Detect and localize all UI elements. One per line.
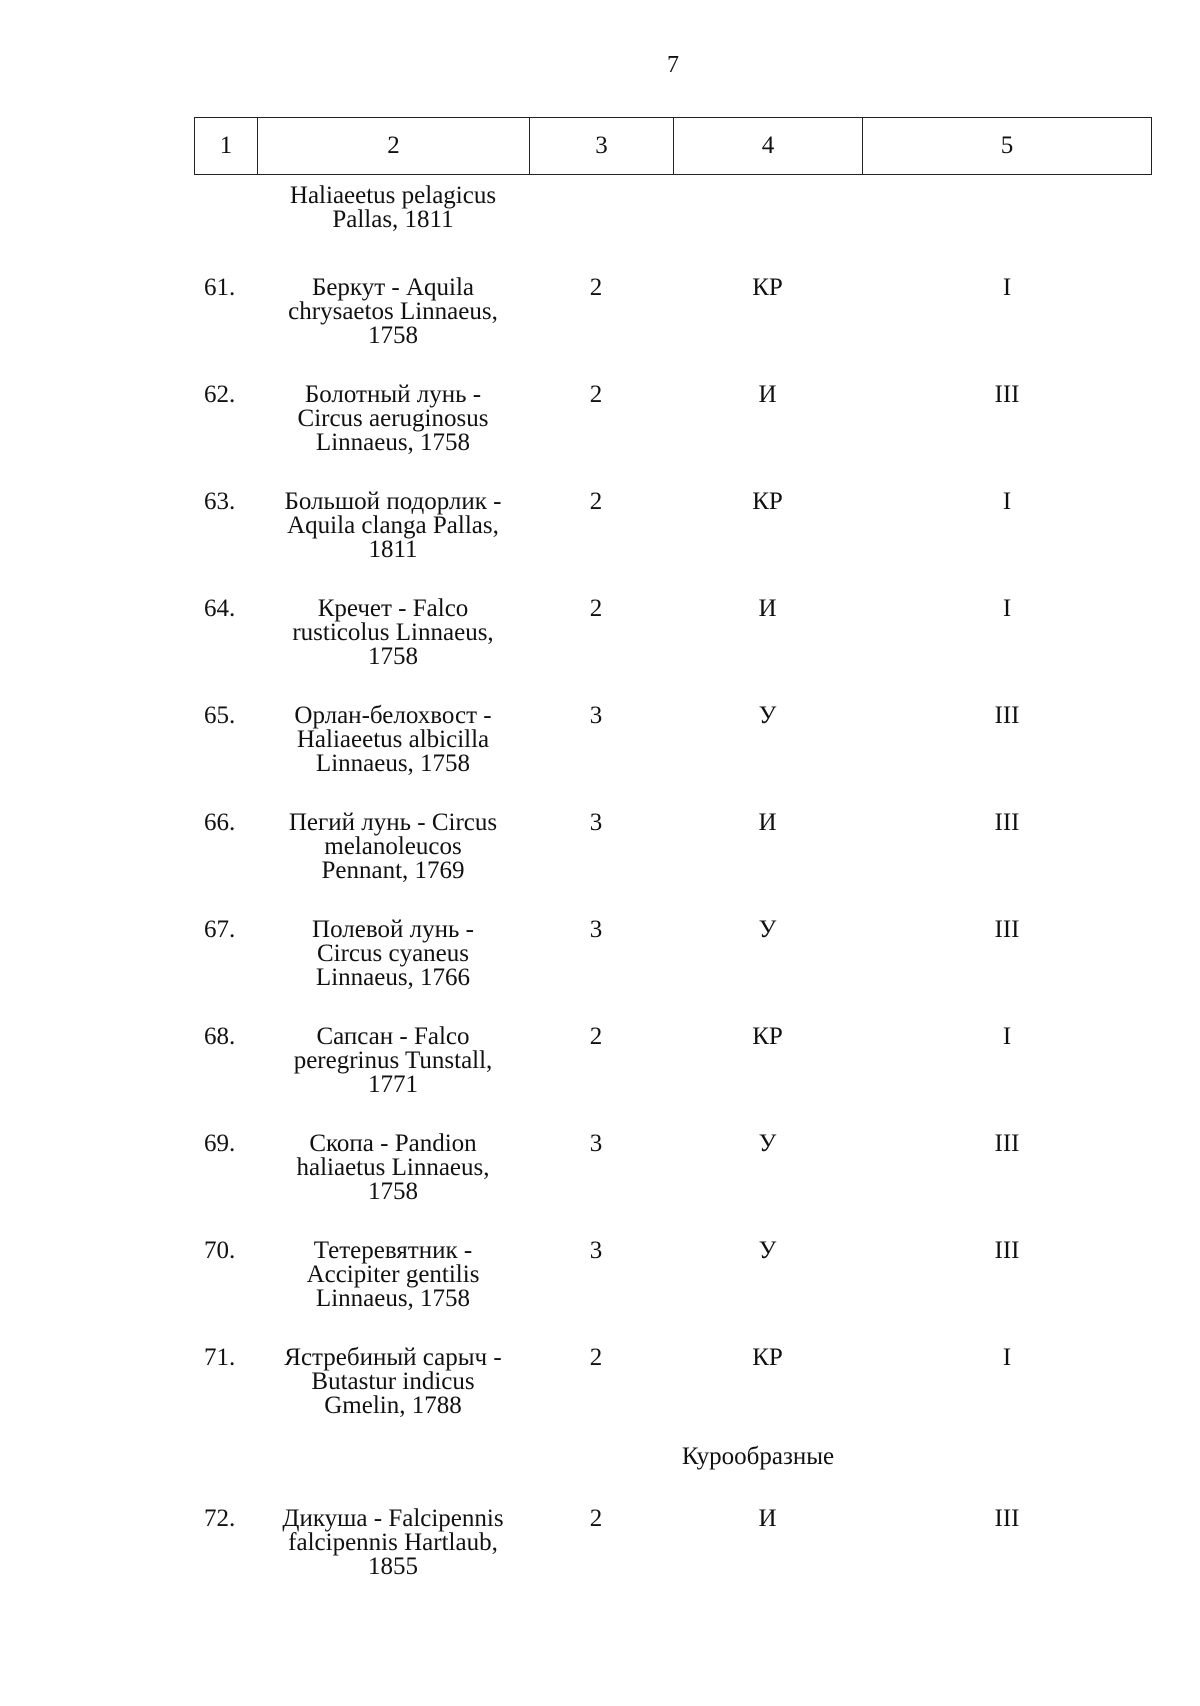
species-table-body [194, 180, 1152, 1602]
species-name-line: Linnaeus, 1758 [315, 750, 471, 777]
table-row [194, 1227, 1152, 1334]
row-number: 71. [204, 1344, 236, 1371]
row-number: 63. [204, 488, 236, 515]
class-value: III [994, 1130, 1020, 1157]
species-name [257, 1120, 529, 1227]
class-value: I [1002, 274, 1012, 301]
row-number: 65. [204, 702, 236, 729]
column-header-5: 5 [1000, 132, 1014, 159]
status-value: КР [752, 274, 783, 301]
species-name-line: Скопа - Pandion [309, 1130, 477, 1157]
category-value: 3 [589, 1237, 603, 1264]
species-name-line: Pennant, 1769 [321, 857, 465, 884]
row-number: 70. [204, 1237, 236, 1264]
category-value: 2 [589, 595, 603, 622]
species-name-line: peregrinus Tunstall, [293, 1047, 493, 1074]
column-header-4: 4 [674, 118, 863, 174]
species-name-line: Сапсан - Falco [316, 1023, 470, 1050]
species-name-line: Беркут - Aquila [311, 274, 475, 301]
category-value: 2 [589, 274, 603, 301]
class-value: III [994, 702, 1020, 729]
species-name-line: 1771 [368, 1071, 418, 1098]
category-value: 2 [589, 1023, 603, 1050]
status-value: КР [752, 1344, 783, 1371]
species-name-line: Accipiter gentilis [306, 1261, 480, 1288]
status-value: И [758, 809, 777, 836]
status-value: У [758, 702, 777, 729]
species-name-line: Aquila clanga Pallas, [287, 512, 499, 539]
species-name-line: Linnaeus, 1758 [315, 1285, 471, 1312]
table-row [194, 371, 1152, 478]
species-name [257, 371, 529, 478]
class-value: I [1002, 1023, 1012, 1050]
class-value: III [994, 809, 1020, 836]
species-name-line: melanoleucos [324, 833, 462, 860]
species-name [257, 692, 529, 799]
column-header-2: 2 [258, 118, 530, 174]
table-row [194, 1495, 1152, 1602]
species-name-line: Кречет - Falco [317, 595, 469, 622]
species-name-line: Linnaeus, 1758 [315, 429, 471, 456]
species-name-line: rusticolus Linnaeus, [292, 619, 494, 646]
table-header [194, 117, 1152, 175]
species-name-line: Haliaeetus pelagicus [289, 182, 497, 209]
species-name-line: Болотный лунь - [304, 381, 482, 408]
table-row [194, 799, 1152, 906]
status-value: У [758, 916, 777, 943]
status-value: И [758, 595, 777, 622]
class-value: III [994, 1237, 1020, 1264]
species-name [257, 906, 529, 1013]
species-name-line: Орлан-белохвост - [294, 702, 492, 729]
species-name-line: Circus cyaneus [316, 940, 470, 967]
species-name-line: 1855 [368, 1553, 418, 1580]
row-number: 64. [204, 595, 236, 622]
category-value: 3 [589, 916, 603, 943]
species-name-line: Butastur indicus [311, 1368, 475, 1395]
table-row [194, 1013, 1152, 1120]
table-row [194, 1334, 1152, 1441]
status-value: У [758, 1130, 777, 1157]
table-row [194, 585, 1152, 692]
row-number: 68. [204, 1023, 236, 1050]
class-value: I [1002, 595, 1012, 622]
table-row [194, 478, 1152, 585]
row-number: 67. [204, 916, 236, 943]
species-name-line: Большой подорлик - [284, 488, 502, 515]
category-value: 3 [589, 1130, 603, 1157]
species-name-line: 1758 [368, 1178, 418, 1205]
category-value: 3 [589, 702, 603, 729]
row-number [194, 180, 257, 264]
species-name [257, 264, 529, 371]
species-name-line: Ястребиный сарыч - [284, 1344, 502, 1371]
row-number: 72. [204, 1505, 236, 1532]
category-value: 3 [589, 809, 603, 836]
species-name-line: Пегий лунь - Circus [288, 809, 498, 836]
status-value: КР [752, 488, 783, 515]
species-name-line: chrysaetos Linnaeus, [288, 298, 498, 325]
species-name [257, 1495, 529, 1602]
class-value: I [1002, 1344, 1012, 1371]
table-row [194, 906, 1152, 1013]
column-header-1: 1 [195, 118, 258, 174]
table-row [194, 692, 1152, 799]
row-number: 62. [204, 381, 236, 408]
section-heading: Курообразные [681, 1443, 835, 1470]
species-name-line: Дикуша - Falcipennis [282, 1505, 504, 1532]
table-row [194, 264, 1152, 371]
status-value: И [758, 1505, 777, 1532]
category-value: 2 [589, 381, 603, 408]
class-value: III [994, 916, 1020, 943]
category-value: 2 [589, 1344, 603, 1371]
status-value: КР [752, 1023, 783, 1050]
category-value: 2 [589, 488, 603, 515]
species-name-line: Полевой лунь - [312, 916, 474, 943]
species-name [257, 1227, 529, 1334]
species-name-line: Pallas, 1811 [332, 206, 454, 233]
class-value: III [994, 1505, 1020, 1532]
class-value: I [1002, 488, 1012, 515]
species-name-line: Linnaeus, 1766 [315, 964, 471, 991]
species-name-line: haliaetus Linnaeus, [296, 1154, 490, 1181]
species-name-line: 1758 [368, 643, 418, 670]
species-name [257, 1334, 529, 1441]
species-name-line: Gmelin, 1788 [324, 1392, 462, 1419]
page-number: 7 [667, 52, 679, 78]
table-row [194, 1120, 1152, 1227]
species-name [257, 799, 529, 906]
row-number: 69. [204, 1130, 236, 1157]
class-value: III [994, 381, 1020, 408]
species-name-line: Haliaeetus albicilla [296, 726, 490, 753]
row-number: 61. [204, 274, 236, 301]
species-name [257, 180, 529, 264]
continuation-row [194, 180, 1152, 264]
species-name-line: 1758 [368, 322, 418, 349]
species-name [257, 585, 529, 692]
species-name-line: falcipennis Hartlaub, [288, 1529, 498, 1556]
species-name-line: 1811 [368, 536, 418, 563]
category-value: 2 [589, 1505, 603, 1532]
species-name [257, 1013, 529, 1120]
column-header-3: 3 [530, 118, 674, 174]
species-name [257, 478, 529, 585]
row-number: 66. [204, 809, 236, 836]
status-value: У [758, 1237, 777, 1264]
species-name-line: Circus aeruginosus [297, 405, 489, 432]
status-value: И [758, 381, 777, 408]
species-name-line: Тетеревятник - [313, 1237, 473, 1264]
